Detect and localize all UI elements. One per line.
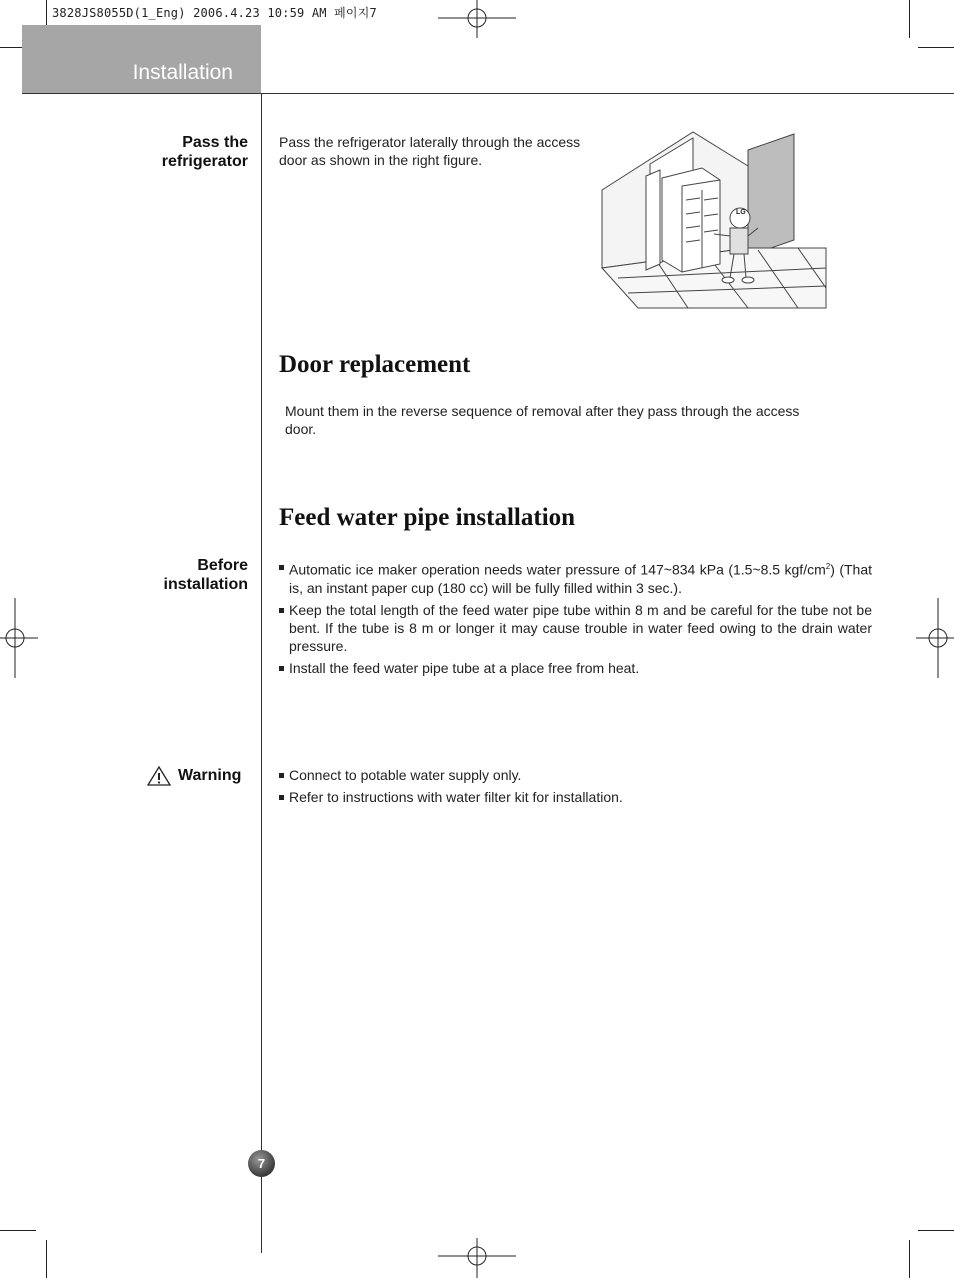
- registration-mark-bottom: [438, 1238, 518, 1278]
- warning-label: Warning: [178, 767, 242, 784]
- before-installation-heading: Before installation: [163, 557, 248, 593]
- pass-refrigerator-heading: Pass the refrigerator: [161, 134, 248, 170]
- door-replacement-title: Door replacement: [279, 351, 471, 378]
- pass-refrigerator-text: Pass the refrigerator laterally through the access door as shown in the right figure.: [279, 134, 581, 168]
- list-item: Keep the total length of the feed water pipe tube within 8 m and be careful for the tube not be bent. If the tube is 8 m or longer it may cause trouble in water feed owing to the drain water pressure.: [279, 601, 872, 655]
- warning-heading: [146, 765, 241, 787]
- lg-badge: LG: [736, 209, 746, 216]
- warning-list: [279, 766, 872, 810]
- section-tab-label: Installation: [132, 61, 233, 84]
- page-number: 7: [248, 1150, 275, 1177]
- before-installation-list: [279, 558, 872, 681]
- feed-water-title: Feed water pipe installation: [279, 504, 576, 531]
- list-item: Install the feed water pipe tube at a place free from heat.: [279, 659, 872, 677]
- registration-mark-left: [0, 598, 40, 678]
- section-tab: [22, 25, 261, 93]
- header-rule: [22, 93, 954, 94]
- column-divider: [261, 93, 262, 1253]
- registration-mark-top: [438, 0, 518, 40]
- refrigerator-pass-illustration: [598, 128, 830, 312]
- registration-mark-right: [914, 598, 954, 678]
- list-item: Connect to potable water supply only.: [279, 766, 872, 784]
- list-item: Refer to instructions with water filter kit for installation.: [279, 788, 872, 806]
- list-item: Automatic ice maker operation needs water pressure of 147~834 kPa (1.5~8.5 kgf/$cm^2$) (That is, an instant paper cup (180 cc) will be fully filled within 3 sec.).: [279, 558, 872, 597]
- warning-triangle-icon: [146, 765, 172, 787]
- print-slug: 3828JS8055D(1_Eng) 2006.4.23 10:59 AM 페이지7: [52, 6, 377, 20]
- door-replacement-text: Mount them in the reverse sequence of removal after they pass through the access door.: [285, 403, 800, 437]
